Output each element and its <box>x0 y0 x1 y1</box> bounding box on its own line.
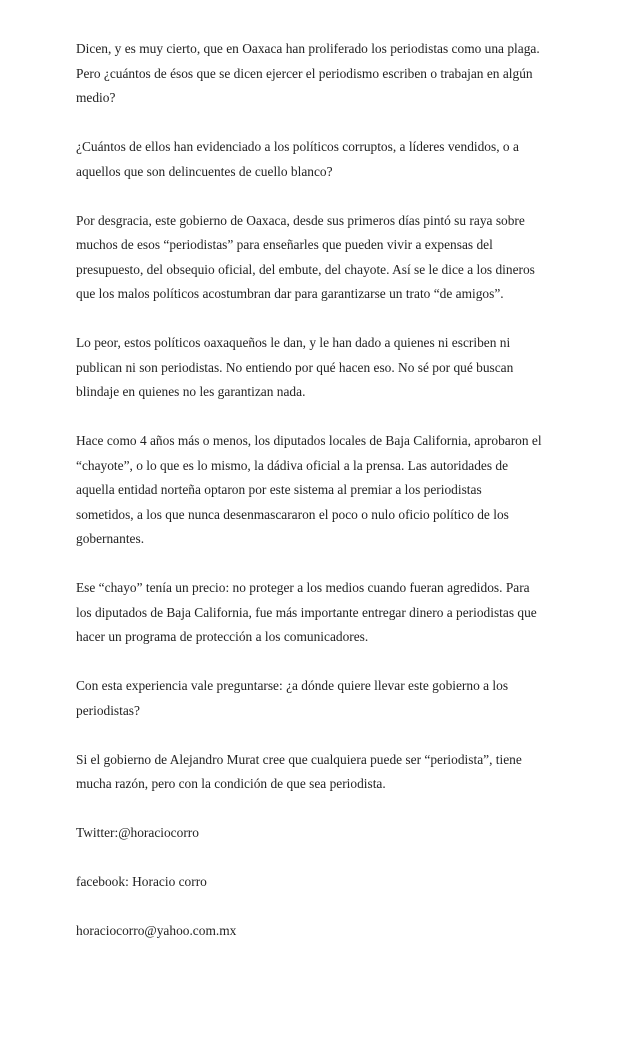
text-line: muchos de esos “periodistas” para enseñarles que pueden vivir a expensas del <box>76 237 493 252</box>
text-line: mucha razón, pero con la condición de que sea periodista. <box>76 776 386 791</box>
facebook-name <box>76 870 576 895</box>
text-line: Por desgracia, este gobierno de Oaxaca, desde sus primeros días pintó su raya sobre <box>76 212 525 228</box>
paragraph-8 <box>76 748 576 797</box>
text-line: Con esta experiencia vale preguntarse: ¿a dónde quiere llevar este gobierno a los <box>76 678 509 693</box>
text-line: “chayote”, o lo que es lo mismo, la dádiva oficial a la prensa. Las autoridades de <box>76 457 509 473</box>
email-address <box>76 919 576 944</box>
paragraph-2 <box>76 135 576 184</box>
text-line: que los malos políticos acostumbran dar para garantizarse un trato “de amigos”. <box>76 286 504 301</box>
paragraph-5 <box>76 429 576 552</box>
text-line: gobernantes. <box>76 531 145 546</box>
text-line: aquellos que son delincuentes de cuello blanco? <box>76 163 333 179</box>
text-line: blindaje en quienes no les garantizan nada. <box>76 384 306 399</box>
text-line: Ese “chayo” tenía un precio: no proteger a los medios cuando fueran agredidos. Para <box>76 580 530 595</box>
twitter-handle <box>76 821 576 846</box>
text-line: sometidos, a los que nunca desenmascararon el poco o nulo oficio político de los <box>76 506 509 522</box>
text-line: Lo peor, estos políticos oaxaqueños le dan, y le han dado a quienes ni escriben ni <box>76 335 511 350</box>
paragraph-4 <box>76 331 576 405</box>
text-line: Si el gobierno de Alejandro Murat cree que cualquiera puede ser “periodista”, tiene <box>76 751 522 767</box>
paragraph-3 <box>76 209 576 307</box>
text-line: publican ni son periodistas. No entiendo por qué hacen eso. No sé por qué buscan <box>76 359 514 375</box>
paragraph-7 <box>76 674 576 723</box>
text-line: facebook: Horacio corro <box>76 874 207 889</box>
text-line: medio? <box>76 90 116 105</box>
text-line: hacer un programa de protección a los comunicadores. <box>76 629 369 644</box>
paragraph-6 <box>76 576 576 650</box>
text-line: Twitter:@horaciocorro <box>76 825 199 840</box>
text-line: periodistas? <box>76 702 140 718</box>
article-body <box>76 37 576 968</box>
paragraph-1 <box>76 37 576 111</box>
text-line: los diputados de Baja California, fue más importante entregar dinero a periodistas que <box>76 604 537 620</box>
text-line: Hace como 4 años más o menos, los diputados locales de Baja California, aprobaron el <box>76 433 542 448</box>
text-line: horaciocorro@yahoo.com.mx <box>76 923 237 938</box>
text-line: aquella entidad norteña optaron por este sistema al premiar a los periodistas <box>76 482 482 497</box>
text-line: Pero ¿cuántos de ésos que se dicen ejercer el periodismo escriben o trabajan en algún <box>76 65 533 81</box>
text-line: Dicen, y es muy cierto, que en Oaxaca han proliferado los periodistas como una plaga. <box>76 41 540 56</box>
text-line: ¿Cuántos de ellos han evidenciado a los políticos corruptos, a líderes vendidos, o a <box>76 139 519 154</box>
text-line: presupuesto, del obsequio oficial, del embute, del chayote. Así se le dice a los dineros <box>76 261 535 277</box>
